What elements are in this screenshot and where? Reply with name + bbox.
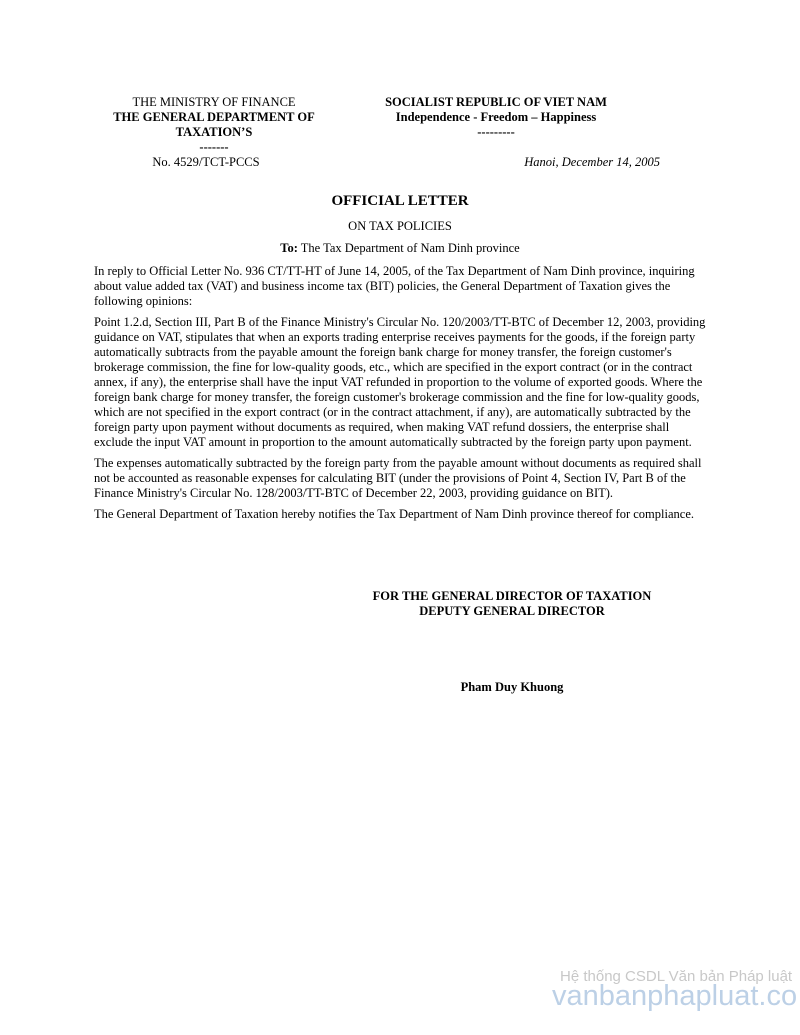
- body-paragraph-closing: The General Department of Taxation hereby notifies the Tax Department of Nam Dinh province thereof for compliance.: [94, 507, 694, 521]
- recipient-label: To:: [280, 241, 298, 255]
- recipient-line: [0, 241, 800, 256]
- department-name-line1: THE GENERAL DEPARTMENT OF: [113, 110, 315, 124]
- country-name: SOCIALIST REPUBLIC OF VIET NAM: [385, 95, 607, 109]
- recipient-name: The Tax Department of Nam Dinh province: [297, 241, 520, 255]
- signature-title-line1: FOR THE GENERAL DIRECTOR OF TAXATION: [372, 589, 652, 603]
- document-number: No. 4529/TCT-PCCS: [152, 155, 260, 169]
- body-paragraph-bit: The expenses automatically subtracted by the foreign party from the payable amount without documents as required shall not be accounted as reasonable expenses for calculating BIT (under the provisions of Point 4, Section IV, Part B of the Finance Ministry's Circular No. 128/2003/TT-BTC of December 22, 2003, providing guidance on BIT).: [94, 456, 702, 500]
- national-motto: Independence - Freedom – Happiness: [395, 110, 597, 124]
- issuer-separator: -------: [199, 140, 229, 154]
- signer-name: Pham Duy Khuong: [460, 680, 564, 694]
- letter-body: [94, 264, 706, 528]
- document-title: OFFICIAL LETTER: [331, 193, 469, 209]
- issuer-header: [96, 95, 332, 155]
- national-separator: ---------: [477, 125, 515, 139]
- ministry-name: THE MINISTRY OF FINANCE: [132, 95, 296, 109]
- watermark-site-link[interactable]: vanbanphapluat.co: [552, 980, 798, 1012]
- signature-block: [340, 589, 684, 619]
- department-name-line2: TAXATION’S: [175, 125, 253, 139]
- watermark-caption: Hệ thống CSDL Văn bản Pháp luật: [560, 968, 793, 985]
- document-subtitle: ON TAX POLICIES: [348, 219, 452, 233]
- national-header: [358, 95, 634, 140]
- document-date: Hanoi, December 14, 2005: [524, 155, 660, 169]
- body-paragraph-vat: Point 1.2.d, Section III, Part B of the Finance Ministry's Circular No. 120/2003/TT-BTC of December 12, 2003, providing guidance on VAT, stipulates that when an exports trading enterprise receives payments for the goods, if the foreign party automatically subtracts from the payable amount the foreign bank charge for money transfer, the foreign customer's brokerage commission, the fine for low-quality goods, etc., which are specified in the export contract (or in the contract annex, if any), the enterprise shall have the input VAT refunded in proportion to the volume of exported goods. Where the foreign bank charge for money transfer, the foreign customer's brokerage commission and the fine for low-quality goods, which are not specified in the export contract (or in the contract attachment, if any), are automatically subtracted by the foreign party upon payment without documents as required, when making VAT refund dossiers, the enterprise shall exclude the input VAT amount in proportion to the amount automatically subtracted by the foreign party upon payment.: [94, 315, 706, 449]
- body-paragraph-intro: In reply to Official Letter No. 936 CT/TT-HT of June 14, 2005, of the Tax Department of Nam Dinh province, inquiring about value added tax (VAT) and business income tax (BIT) policies, the General Department of Taxation gives the following opinions:: [94, 264, 695, 308]
- signature-title-line2: DEPUTY GENERAL DIRECTOR: [419, 604, 605, 618]
